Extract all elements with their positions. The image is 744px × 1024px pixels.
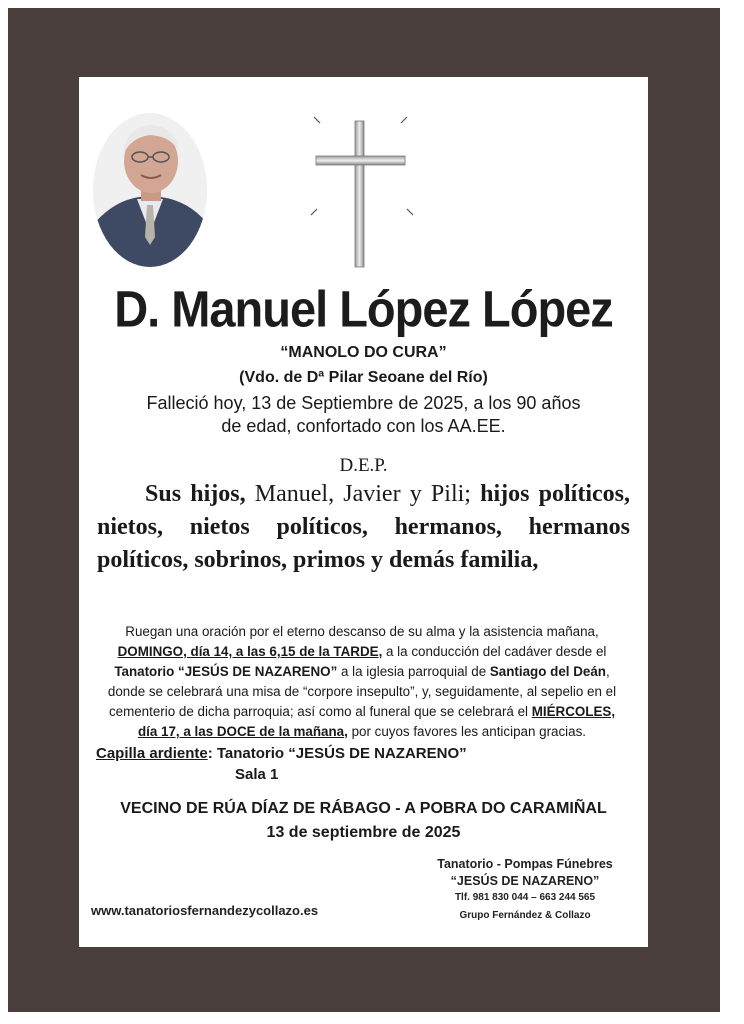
prayer-text: a la iglesia parroquial de — [337, 664, 490, 679]
family-mourners — [97, 478, 630, 577]
chapel-room: Sala 1 — [235, 766, 279, 783]
portrait-photo-icon — [93, 113, 207, 267]
widower-of: (Vdo. de Dª Pilar Seoane del Río) — [239, 369, 488, 386]
church-name: Santiago del Deán — [489, 664, 606, 679]
funeral-home-phone: Tlf. 981 830 044 – 663 244 565 — [454, 892, 596, 903]
death-line-2: de edad, confortado con los AA.EE. — [221, 416, 506, 436]
funeral-home-group: Grupo Fernández & Collazo — [459, 910, 591, 921]
funeral-time: día 17, a las DOCE de la mañana, — [137, 724, 348, 739]
family-hijos-names: Manuel, Javier y Pili; — [254, 481, 471, 507]
notice-date: 13 de septiembre de 2025 — [266, 824, 461, 841]
deceased-name: D. Manuel López López — [114, 279, 613, 338]
prayer-line-2 — [93, 642, 631, 662]
residence: VECINO DE RÚA DÍAZ DE RÁBAGO - A POBRA DO CARAMIÑAL — [120, 800, 607, 817]
sunday-time: DOMINGO, día 14, a las 6,15 de la TARDE, — [117, 644, 383, 659]
chapel-label: Capilla ardiente — [96, 745, 208, 762]
family-hijos-label: Sus hijos, — [145, 481, 246, 507]
funeral-home-name: “JESÚS DE NAZARENO” — [450, 874, 600, 888]
prayer-line-1: Ruegan una oración por el eterno descanso de su alma y la asistencia mañana, — [125, 624, 599, 639]
death-line-1: Falleció hoy, 13 de Septiembre de 2025, a los 90 años — [146, 393, 581, 413]
prayer-line-4: donde se celebrará una misa de “corpore insepulto”, y, seguidamente, al sepelio en el — [107, 684, 617, 699]
funeral-home-info — [415, 856, 635, 926]
website-link[interactable]: www.tanatoriosfernandezycollazo.es — [91, 903, 319, 918]
prayer-text: cementerio de dicha parroquia; así como al funeral que se celebrará el — [108, 704, 532, 719]
chapel-info — [96, 745, 467, 762]
rest-in-peace: D.E.P. — [339, 455, 388, 476]
death-announcement — [79, 392, 648, 438]
prayer-line-6 — [93, 722, 631, 742]
funeral-home-line-1: Tanatorio - Pompas Fúnebres — [437, 857, 613, 871]
obituary-notice — [79, 77, 648, 947]
prayer-text: , — [605, 664, 610, 679]
prayer-text: a la conducción del cadáver desde el — [382, 644, 607, 659]
funeral-day: MIÉRCOLES, — [531, 704, 616, 719]
cross-icon — [309, 111, 419, 271]
tanatorio-name: Tanatorio “JESÚS DE NAZARENO” — [114, 664, 338, 679]
chapel-value: : Tanatorio “JESÚS DE NAZARENO” — [207, 745, 467, 762]
prayer-text: por cuyos favores les anticipan gracias. — [347, 724, 587, 739]
family-rest: hijos políticos, nietos, nietos políticos, hermanos, hermanos políticos, sobrinos, primos y demás familia, — [97, 481, 631, 573]
prayer-line-5 — [93, 702, 631, 722]
prayer-line-3 — [93, 662, 631, 682]
nickname: “MANOLO DO CURA” — [280, 344, 447, 361]
prayer-request — [93, 622, 631, 742]
